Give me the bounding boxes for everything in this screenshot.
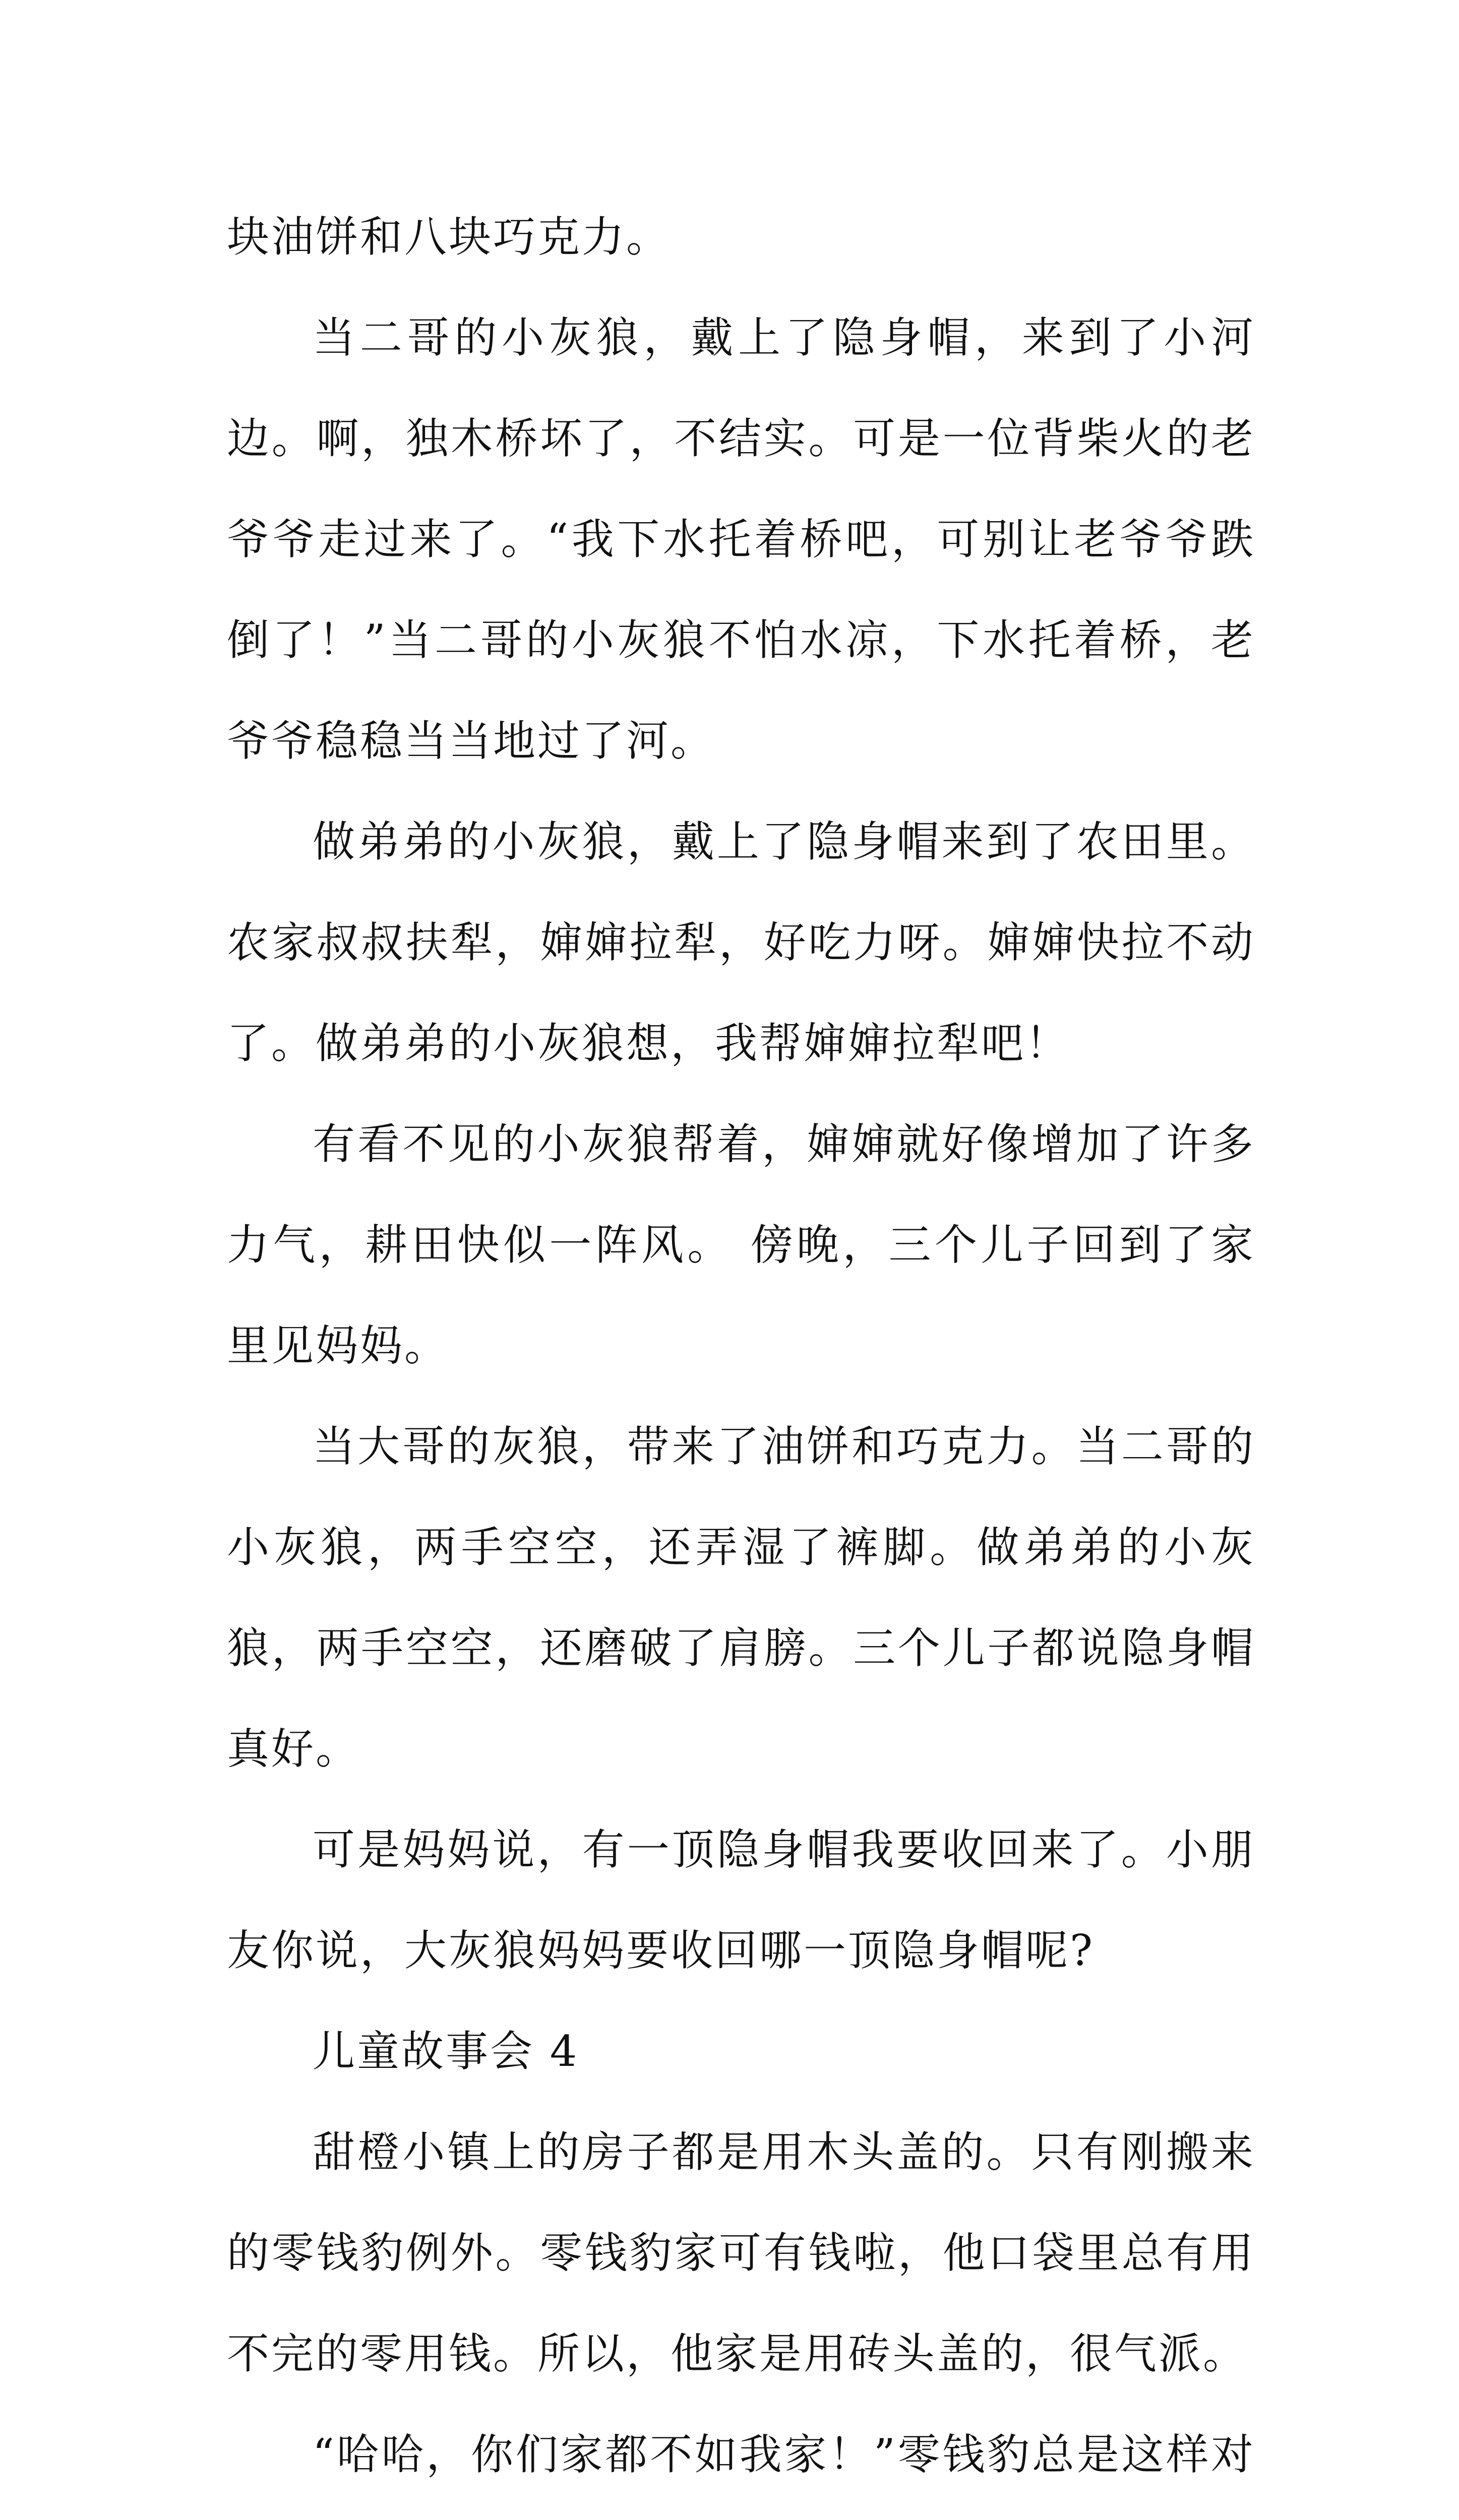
paragraph-2: 当二哥的小灰狼，戴上了隐身帽，来到了小河边。啊，独木桥坏了，不结实。可是一位背柴火的老爷爷走过来了。“我下水托着桥吧，可别让老爷爷跌倒了！”当二哥的小灰狼不怕水凉，下水托着桥，老爷爷稳稳当当地过了河。 [227, 313, 1255, 766]
paragraph-3: 做弟弟的小灰狼，戴上了隐身帽来到了农田里。农家叔叔扶犁，婶婶拉犁，好吃力呀。婶婶快拉不动了。做弟弟的小灰狼想，我帮婶婶拉犁吧！ [227, 817, 1255, 1068]
paragraph-6: 可是妈妈说，有一顶隐身帽我要收回来了。小朋友你说，大灰狼妈妈要收回哪一顶隐身帽呢? [227, 1825, 1255, 1975]
paragraph-1: 块油饼和八块巧克力。 [227, 212, 671, 262]
paragraph-5: 当大哥的灰狼，带来了油饼和巧克力。当二哥的小灰狼，两手空空，还弄湿了裤脚。做弟弟的小灰狼，两手空空，还磨破了肩膀。三个儿子都说隐身帽真好。 [227, 1422, 1255, 1774]
paragraph-8: “哈哈，你们家都不如我家！”零钱豹总是这样对 [313, 2430, 1255, 2479]
paragraph-4: 有看不见的小灰狼帮着，婶婶就好像增加了许多力气，耕田快似一阵风。 傍晚，三个儿子回到了家里见妈妈。 [227, 1119, 1255, 1370]
paragraph-7: 甜橙小镇上的房子都是用木头盖的。只有刚搬来的零钱豹例外。零钱豹家可有钱啦，他口袋里总有用不完的零用钱。所以，他家是用砖头盖的，很气派。 [227, 2127, 1255, 2378]
document-body [227, 186, 1255, 2520]
section-heading: 儿童故事会 4 [313, 2027, 579, 2076]
